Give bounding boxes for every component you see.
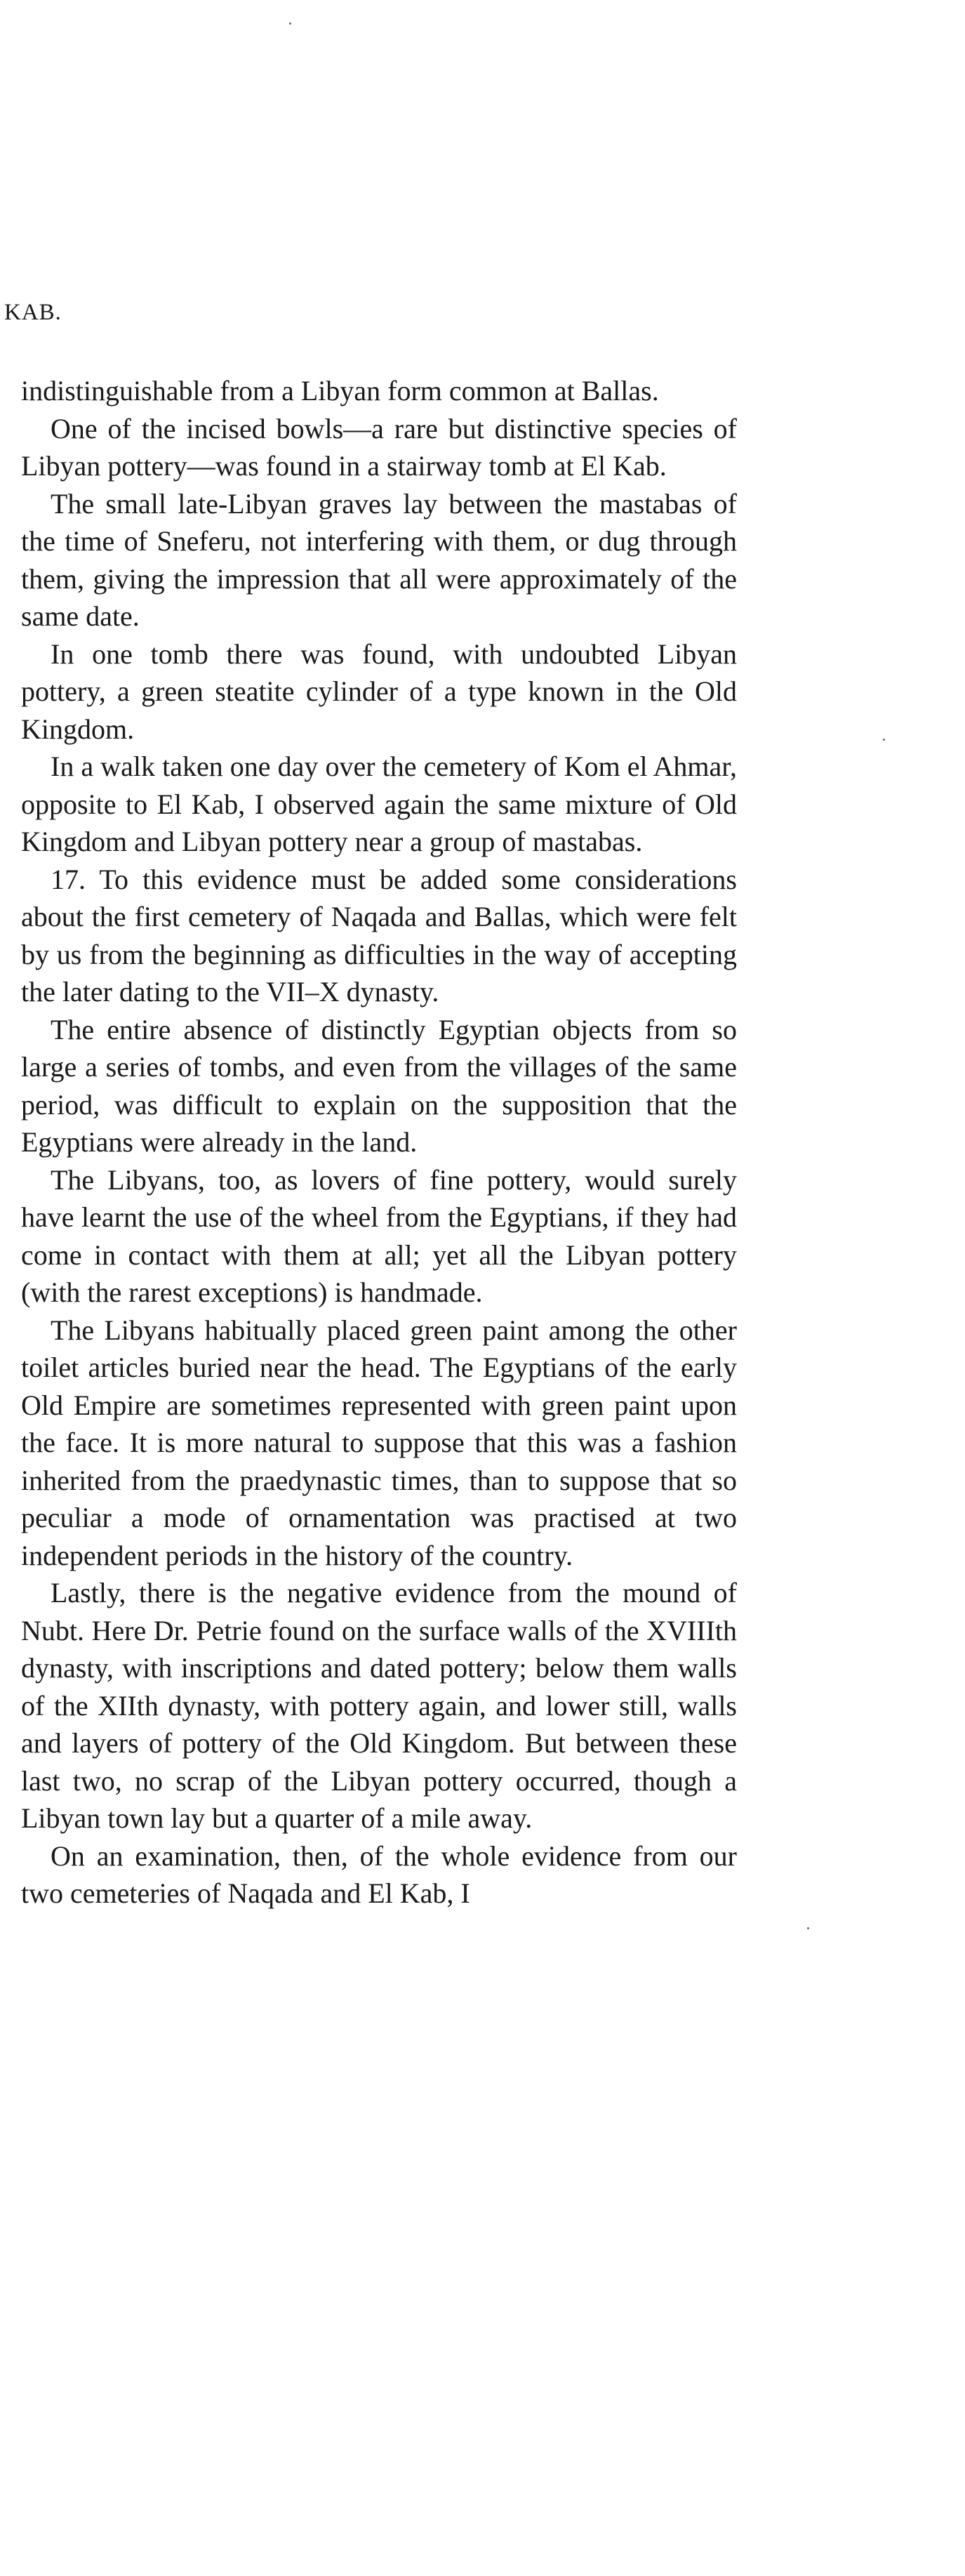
paragraph: In a walk taken one day over the cemetery of Kom el Ahmar, opposite to El Kab, I observed again the same mixture of Old Kingdom and Libyan pottery near a group of mastabas.: [21, 751, 737, 857]
paper-speck: [807, 1927, 809, 1929]
paragraph: One of the incised bowls—a rare but distinctive species of Libyan pottery—was found in a stairway tomb at El Kab.: [21, 412, 737, 482]
paper-speck: [883, 739, 885, 741]
paragraph: In one tomb there was found, with undoubted Libyan pottery, a green steatite cylinder of a type known in the Old Kingdom.: [21, 638, 737, 745]
paragraph: The Libyans habitually placed green paint among the other toilet articles buried near the head. The Egyptians of the early Old Empire are sometimes represented with green paint upon the face. It is more natural to suppose that this was a fashion inherited from the praedynastic times, than to suppose that so peculiar a mode of ornamentation was practised at two independent periods in the history of the country.: [21, 1314, 737, 1571]
paragraph: Lastly, there is the negative evidence from the mound of Nubt. Here Dr. Petrie found on the surface walls of the XVIIIth dynasty, with inscriptions and dated pottery; below them walls of the XIIth dynasty, with pottery again, and lower still, walls and layers of pottery of the Old Kingdom. But between these last two, no scrap of the Libyan pottery occurred, though a Libyan town lay but a quarter of a mile away.: [21, 1577, 737, 1834]
paragraph: indistinguishable from a Libyan form common at Ballas.: [21, 375, 659, 407]
paragraph: The entire absence of distinctly Egyptian objects from so large a series of tombs, and even from the villages of the same period, was difficult to explain on the supposition that the Egyptians were already in the land.: [21, 1013, 737, 1158]
body-text: [21, 372, 737, 1913]
paragraph: The Libyans, too, as lovers of fine pottery, would surely have learnt the use of the wheel from the Egyptians, if they had come in contact with them at all; yet all the Libyan pottery (with the rarest exceptions) is handmade.: [21, 1163, 737, 1308]
running-head: KAB.: [4, 300, 62, 325]
paragraph: On an examination, then, of the whole evidence from our two cemeteries of Naqada and El Kab, I: [21, 1839, 737, 1909]
paragraph: 17. To this evidence must be added some considerations about the first cemetery of Naqada and Ballas, which were felt by us from the beginning as difficulties in the way of accepting the later dating to the VII–X dynasty.: [21, 863, 737, 1008]
paragraph: The small late-Libyan graves lay between the mastabas of the time of Sneferu, not interfering with them, or dug through them, giving the impression that all were approximately of the same date.: [21, 487, 737, 632]
paper-speck: [289, 22, 291, 25]
